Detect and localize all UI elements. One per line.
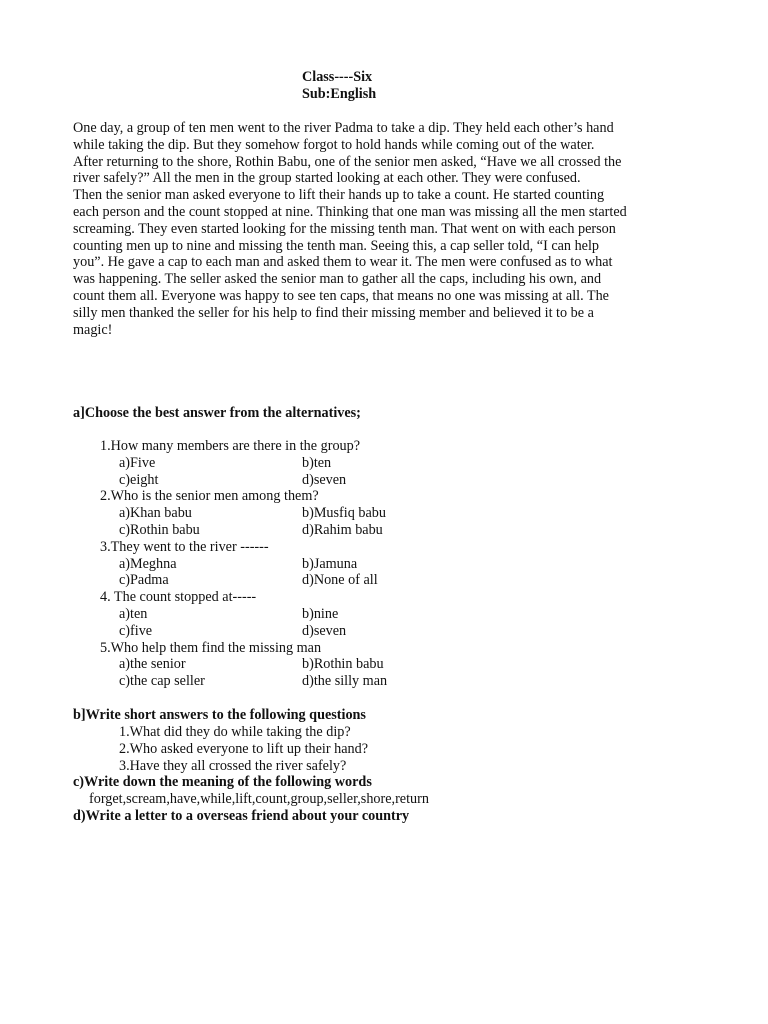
section-a-title: a]Choose the best answer from the alternatives; [73, 405, 361, 421]
options-row [100, 623, 520, 640]
option-b: b)ten [302, 454, 332, 471]
option-d: d)Rahim babu [302, 521, 383, 538]
story-paragraph: Then the senior man asked everyone to lift their hands up to take a count. He started counting each person and the count stopped at nine. Thinking that one man was missing all the men started screaming. They even started looking for the missing tenth man. That went on with each person counting men up to nine and missing the tenth man. Seeing this, a cap seller told, “I can help you”. He gave a cap to each man and asked them to wear it. The men were confused as to what was happening. The seller asked the senior man to gather all the caps, including his own, and count them all. Everyone was happy to see ten caps, that means no one was missing at all. The silly men thanked the seller for his help to find their missing member and believed it to be a magic! [73, 187, 627, 338]
options-row [100, 472, 520, 489]
section-d-title: d)Write a letter to a overseas friend about your country [73, 808, 410, 824]
options-row [100, 572, 520, 589]
options-row [100, 505, 520, 522]
option-d: d)seven [302, 471, 347, 488]
story-paragraph: After returning to the shore, Rothin Babu, one of the senior men asked, “Have we all crossed the river safely?” All the men in the group started looking at each other. They were confused. [73, 153, 622, 187]
option-a: a)Khan babu [119, 505, 192, 522]
option-b: b)nine [302, 605, 339, 622]
options-row [100, 606, 520, 623]
options-row [100, 522, 520, 539]
option-a: a)Five [119, 454, 156, 471]
story-paragraph: One day, a group of ten men went to the river Padma to take a dip. They held each other’s hand while taking the dip. But they somehow forgot to hold hands while coming out of the water. [73, 120, 614, 153]
section-b-title: b]Write short answers to the following questions [73, 707, 366, 723]
mcq-item [100, 488, 520, 538]
class-label: Class----Six [302, 69, 373, 85]
question-text: 1.How many members are there in the group? [100, 438, 361, 454]
option-d: d)None of all [302, 572, 378, 589]
short-question-list [119, 724, 368, 774]
option-d: d)seven [302, 622, 347, 639]
option-c: c)Rothin babu [119, 521, 200, 538]
header [302, 69, 376, 103]
question-text: 3.They went to the river ------ [100, 538, 269, 555]
mcq-list [100, 438, 520, 690]
option-d: d)the silly man [302, 673, 388, 690]
mcq-item [100, 438, 520, 488]
vocabulary-words: forget,scream,have,while,lift,count,group,seller,shore,return [89, 791, 429, 807]
story-passage [73, 120, 633, 338]
section-c-title: c)Write down the meaning of the following words [73, 774, 372, 790]
short-question: 2.Who asked everyone to lift up their hand? [119, 740, 368, 757]
question-text: 4. The count stopped at----- [100, 589, 257, 606]
mcq-item [100, 589, 520, 639]
option-a: a)ten [119, 605, 148, 622]
question-text: 2.Who is the senior men among them? [100, 488, 319, 505]
short-question: 3.Have they all crossed the river safely? [119, 757, 347, 774]
options-row [100, 656, 520, 673]
option-a: a)Meghna [119, 555, 177, 572]
options-row [100, 556, 520, 573]
option-c: c)Padma [119, 572, 169, 589]
option-b: b)Jamuna [302, 555, 358, 572]
options-row [100, 455, 520, 472]
option-c: c)five [119, 622, 153, 639]
options-row [100, 673, 520, 690]
option-c: c)eight [119, 471, 159, 488]
option-a: a)the senior [119, 656, 186, 673]
mcq-item [100, 640, 520, 690]
mcq-item [100, 539, 520, 589]
question-text: 5.Who help them find the missing man [100, 639, 322, 656]
short-question: 1.What did they do while taking the dip? [119, 724, 351, 740]
option-c: c)the cap seller [119, 673, 205, 690]
option-b: b)Rothin babu [302, 656, 384, 673]
option-b: b)Musfiq babu [302, 505, 386, 522]
subject-label: Sub:English [302, 86, 377, 102]
